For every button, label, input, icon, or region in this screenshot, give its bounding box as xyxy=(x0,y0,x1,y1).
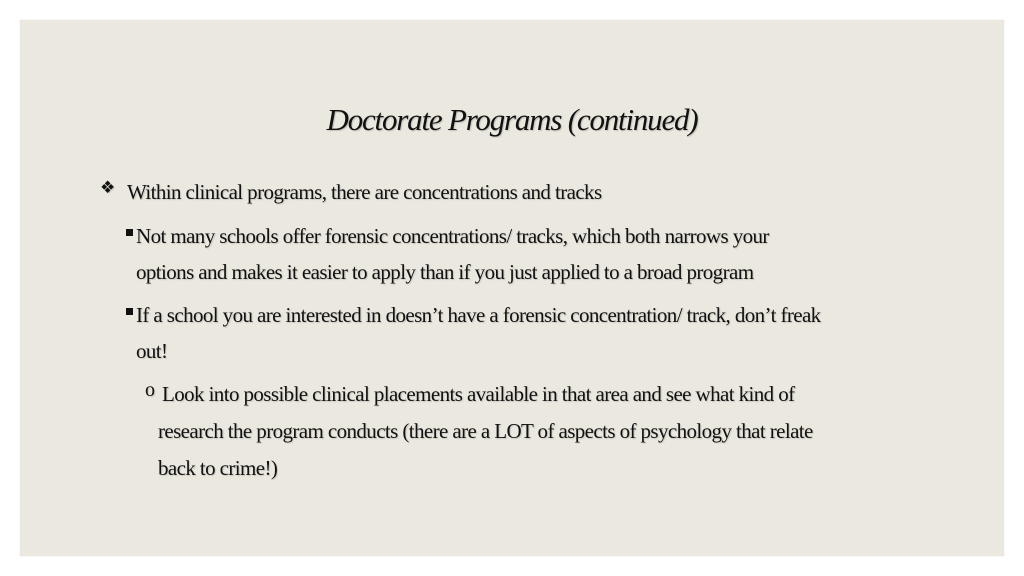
square-bullet-icon xyxy=(126,229,133,236)
bullet-level3-line: research the program conducts (there are a LOT of aspects of psychology that relate xyxy=(158,419,813,443)
bullet-level2-line: If a school you are interested in doesn’t have a forensic concentration/ track, don’t freak xyxy=(136,303,821,327)
bullet-level3-line: back to crime!) xyxy=(158,456,278,480)
slide xyxy=(20,20,1004,556)
bullet-level2-line: Not many schools offer forensic concentrations/ tracks, which both narrows your xyxy=(136,224,769,248)
diamond-bullet-icon: ❖ xyxy=(100,178,114,197)
bullet-level2-line: options and makes it easier to apply than if you just applied to a broad program xyxy=(136,260,754,284)
bullet-level3-line: Look into possible clinical placements available in that area and see what kind of xyxy=(162,382,795,406)
circle-bullet-icon: o xyxy=(145,379,155,401)
bullet-level1-text: Within clinical programs, there are concentrations and tracks xyxy=(127,180,602,204)
slide-title: Doctorate Programs (continued) xyxy=(326,102,698,137)
square-bullet-icon xyxy=(126,308,133,315)
bullet-level2-line: out! xyxy=(136,339,168,363)
